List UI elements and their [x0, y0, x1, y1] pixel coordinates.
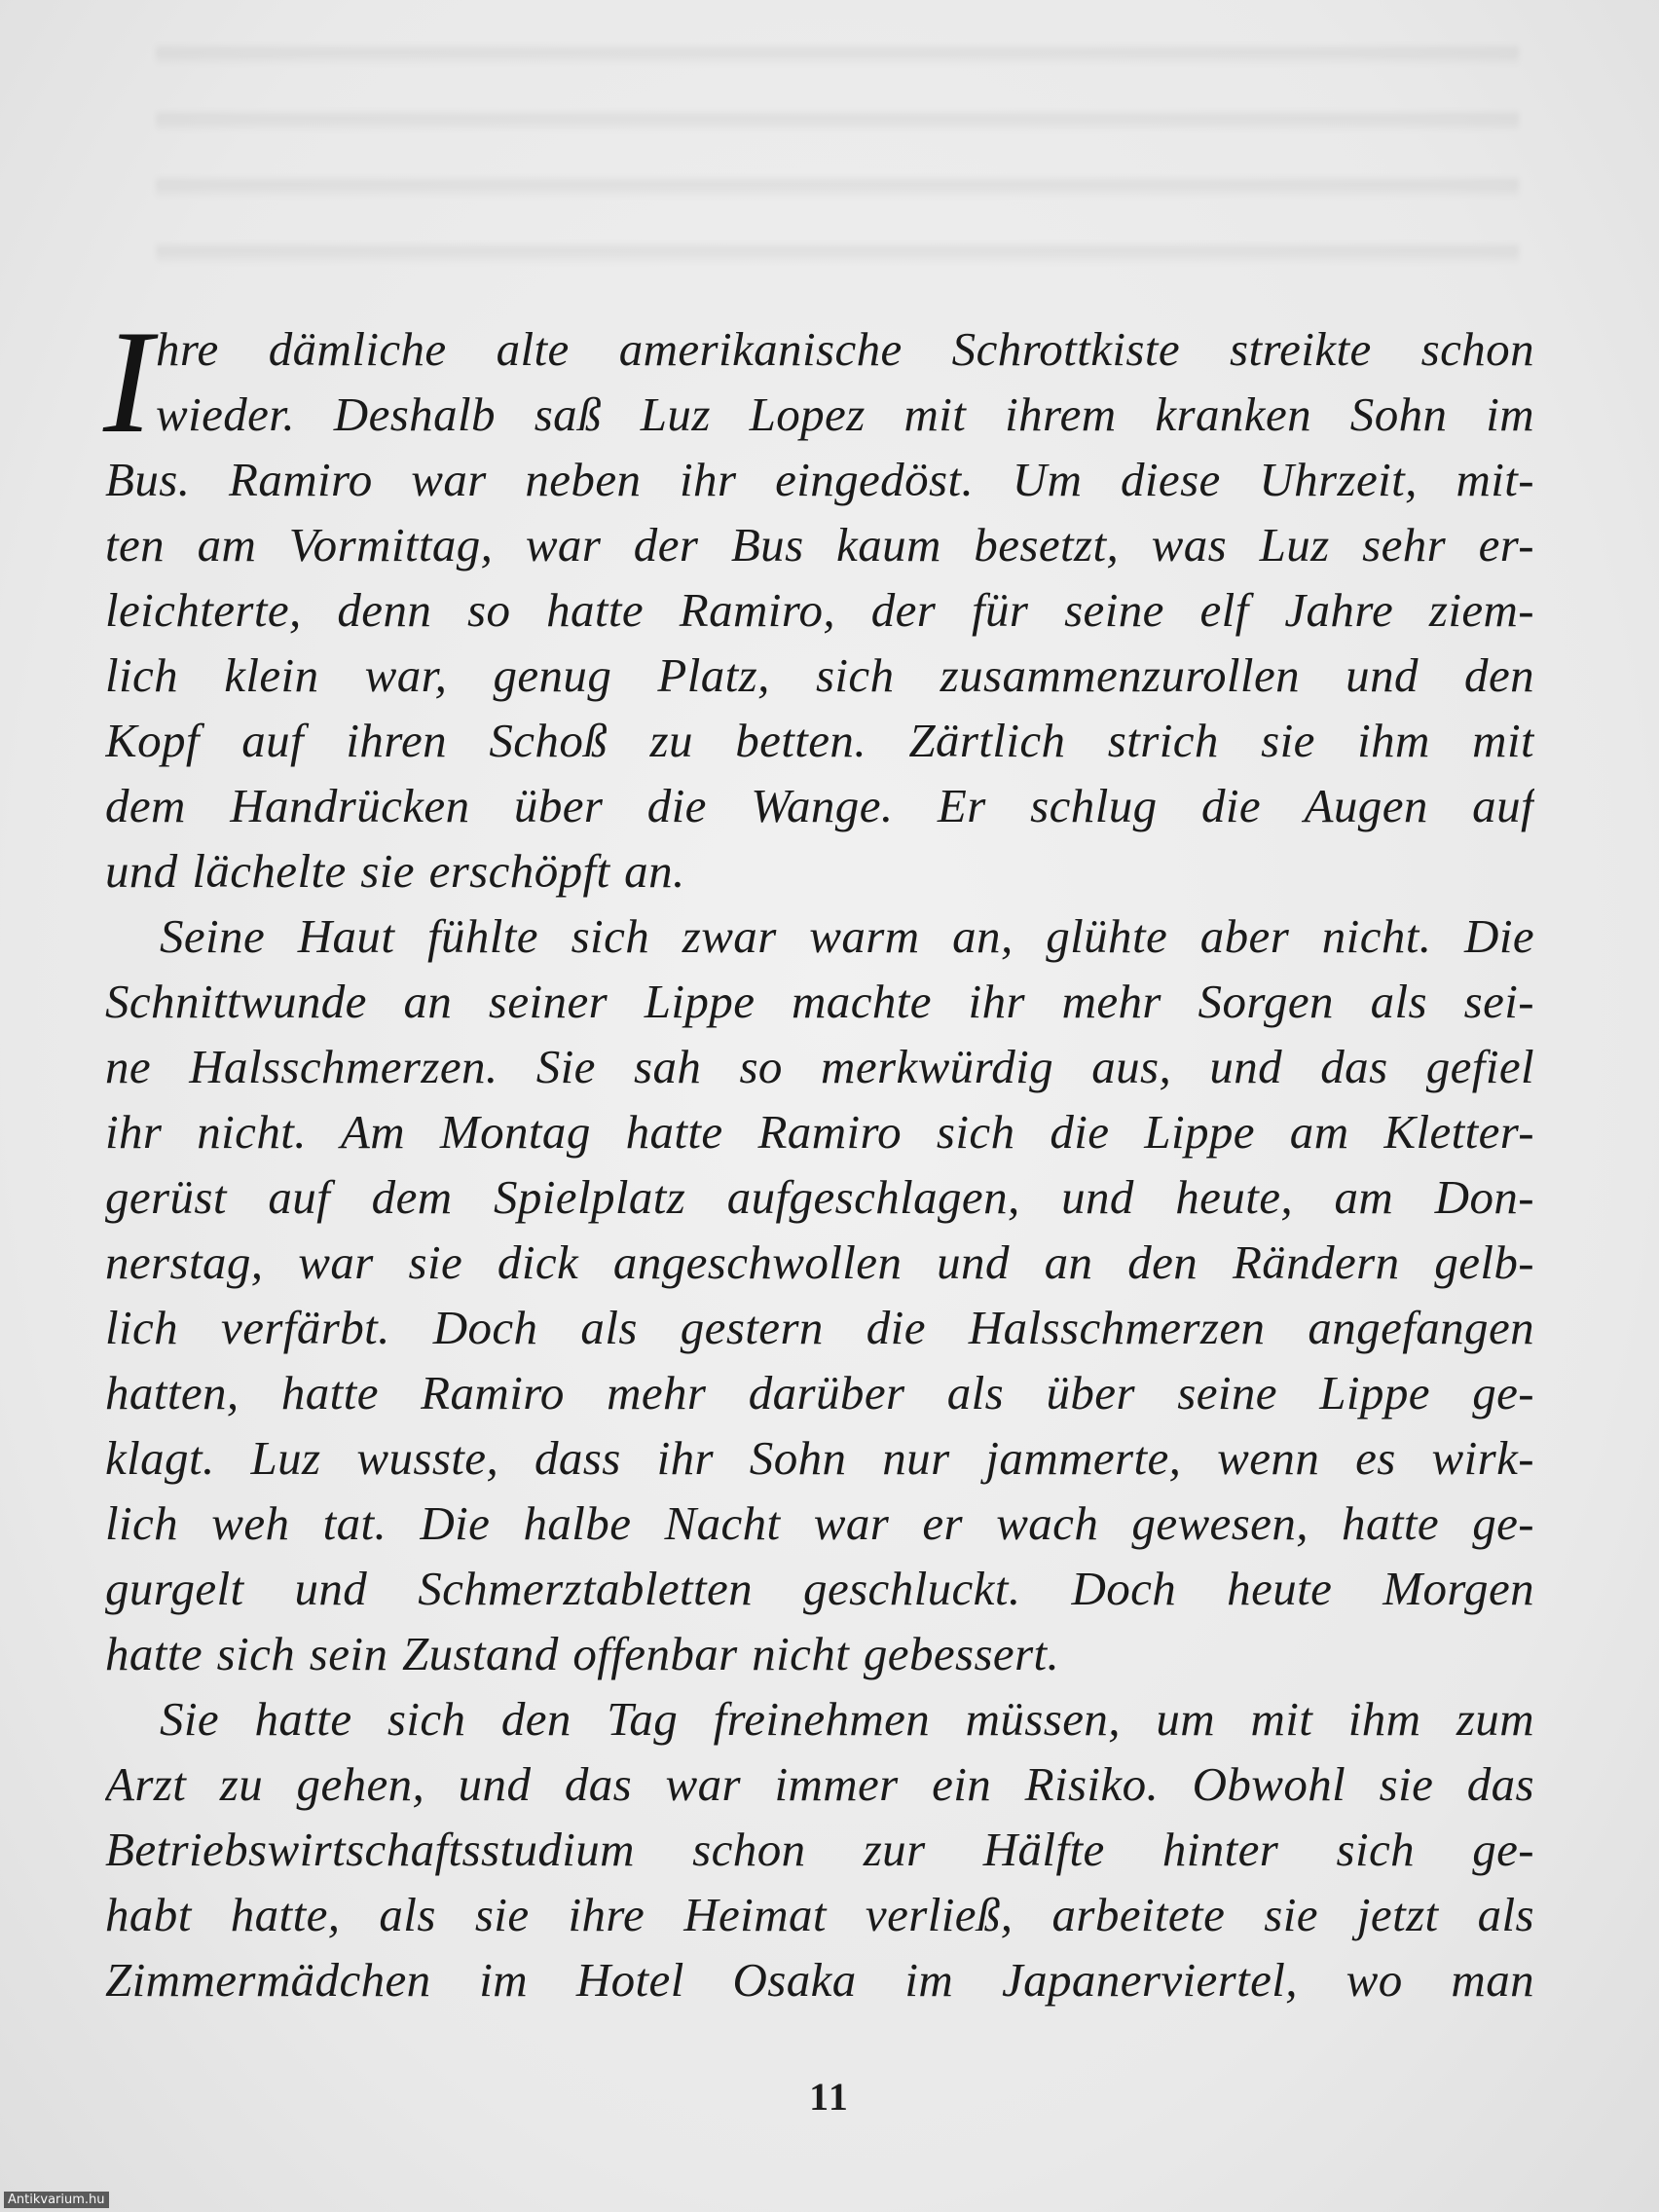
text-line: lich weh tat. Die halbe Nacht war er wach gewesen, hatte ge-: [105, 1496, 1534, 1550]
text-line: ne Halsschmerzen. Sie sah so merkwürdig aus, und das gefiel: [105, 1040, 1534, 1093]
text-line: hre dämliche alte amerikanische Schrottkiste streikte schon: [156, 322, 1534, 376]
text-line: nerstag, war sie dick angeschwollen und an den Rändern gelb-: [105, 1235, 1534, 1289]
text-line: Betriebswirtschaftsstudium schon zur Hälfte hinter sich ge-: [105, 1823, 1534, 1876]
text-line: und lächelte sie erschöpft an.: [105, 844, 685, 898]
show-through-shadow: [156, 0, 1519, 282]
text-line: lich verfärbt. Doch als gestern die Halsschmerzen angefangen: [105, 1301, 1534, 1354]
text-line: Schnittwunde an seiner Lippe machte ihr mehr Sorgen als sei-: [105, 975, 1534, 1028]
text-line: Bus. Ramiro war neben ihr eingedöst. Um diese Uhrzeit, mit-: [105, 453, 1534, 506]
text-line: wieder. Deshalb saß Luz Lopez mit ihrem kranken Sohn im: [156, 387, 1534, 441]
body-text: [103, 300, 1534, 2012]
text-line: habt hatte, als sie ihre Heimat verließ, arbeitete sie jetzt als: [105, 1888, 1534, 1941]
drop-cap-letter: I: [103, 300, 153, 463]
text-line: leichterte, denn so hatte Ramiro, der für seine elf Jahre ziem-: [105, 583, 1534, 637]
text-line: gurgelt und Schmerztabletten geschluckt. Doch heute Morgen: [105, 1562, 1534, 1615]
text-line: dem Handrücken über die Wange. Er schlug die Augen auf: [105, 779, 1534, 832]
text-line: ihr nicht. Am Montag hatte Ramiro sich die Lippe am Kletter-: [105, 1105, 1534, 1159]
text-line: Zimmermädchen im Hotel Osaka im Japanerviertel, wo man: [105, 1953, 1534, 2007]
watermark: Antikvarium.hu: [4, 2192, 109, 2208]
text-line: hatte sich sein Zustand offenbar nicht gebessert.: [105, 1627, 1060, 1680]
page-number: 11: [809, 2075, 850, 2119]
text-line: ten am Vormittag, war der Bus kaum besetzt, was Luz sehr er-: [105, 518, 1534, 571]
text-line: Sie hatte sich den Tag freinehmen müssen, um mit ihm zum: [160, 1692, 1534, 1746]
text-line: hatten, hatte Ramiro mehr darüber als über seine Lippe ge-: [105, 1366, 1534, 1419]
text-line: gerüst auf dem Spielplatz aufgeschlagen, und heute, am Don-: [105, 1170, 1534, 1224]
text-line: Arzt zu gehen, und das war immer ein Risiko. Obwohl sie das: [105, 1757, 1534, 1811]
text-line: Kopf auf ihren Schoß zu betten. Zärtlich strich sie ihm mit: [105, 714, 1534, 767]
text-line: Seine Haut fühlte sich zwar warm an, glühte aber nicht. Die: [160, 909, 1534, 963]
text-line: lich klein war, genug Platz, sich zusammenzurollen und den: [105, 648, 1534, 702]
text-line: klagt. Luz wusste, dass ihr Sohn nur jammerte, wenn es wirk-: [105, 1431, 1534, 1485]
